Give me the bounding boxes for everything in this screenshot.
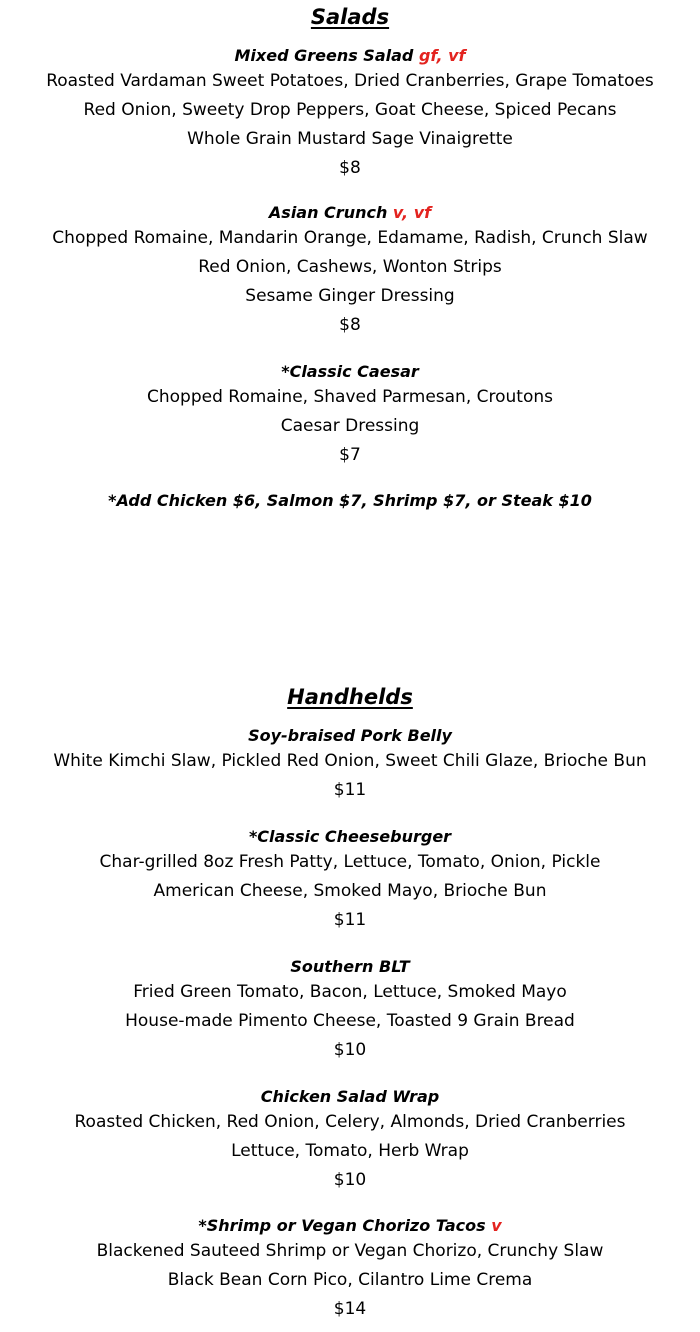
- menu-item: [0, 826, 700, 935]
- item-price: $14: [333, 1299, 367, 1319]
- item-price: $10: [333, 1170, 367, 1190]
- item-price: $10: [333, 1040, 367, 1060]
- item-title: Soy-braised Pork Belly: [248, 726, 452, 745]
- item-description-line: American Cheese, Smoked Mayo, Brioche Bun: [153, 881, 547, 901]
- addon-note: [0, 490, 700, 512]
- item-description-line: Chopped Romaine, Shaved Parmesan, Croutons: [147, 387, 553, 407]
- menu-item: [0, 202, 700, 340]
- item-title: Chicken Salad Wrap: [260, 1087, 440, 1106]
- item-description-line: Lettuce, Tomato, Herb Wrap: [231, 1141, 469, 1161]
- item-price: $8: [339, 315, 361, 335]
- item-name: [0, 202, 700, 224]
- dietary-tags: v: [491, 1216, 502, 1235]
- item-description-line: White Kimchi Slaw, Pickled Red Onion, Sweet Chili Glaze, Brioche Bun: [53, 751, 647, 771]
- item-description-line: Red Onion, Cashews, Wonton Strips: [198, 257, 502, 277]
- protein-addon-text: *Add Chicken $6, Salmon $7, Shrimp $7, or Steak $10: [108, 491, 592, 510]
- item-price: $11: [333, 780, 367, 800]
- item-name: [0, 956, 700, 978]
- item-description-line: Whole Grain Mustard Sage Vinaigrette: [187, 129, 513, 149]
- item-name: [0, 826, 700, 848]
- item-description-line: Fried Green Tomato, Bacon, Lettuce, Smoked Mayo: [133, 982, 567, 1002]
- item-description-line: House-made Pimento Cheese, Toasted 9 Grain Bread: [125, 1011, 575, 1031]
- item-price: $8: [339, 158, 361, 178]
- item-name: [0, 725, 700, 747]
- item-description-line: Chopped Romaine, Mandarin Orange, Edamame, Radish, Crunch Slaw: [52, 228, 648, 248]
- dietary-tags: gf, vf: [418, 46, 466, 65]
- item-title: Asian Crunch: [268, 203, 388, 222]
- item-description-line: Red Onion, Sweety Drop Peppers, Goat Cheese, Spiced Pecans: [83, 100, 617, 120]
- salads-section: [0, 4, 700, 30]
- menu-item: [0, 361, 700, 470]
- menu-item: [0, 956, 700, 1065]
- item-title: Southern BLT: [290, 957, 410, 976]
- handhelds-section: [0, 684, 700, 710]
- item-description-line: Caesar Dressing: [280, 416, 420, 436]
- item-price: $11: [333, 910, 367, 930]
- item-title: *Shrimp or Vegan Chorizo Tacos: [198, 1216, 486, 1235]
- item-name: [0, 45, 700, 67]
- menu-item: [0, 725, 700, 805]
- item-name: [0, 1215, 700, 1237]
- menu-item: [0, 45, 700, 183]
- dietary-tags: v, vf: [392, 203, 432, 222]
- item-name: [0, 361, 700, 383]
- item-price: $7: [339, 445, 361, 465]
- item-description-line: Roasted Vardaman Sweet Potatoes, Dried Cranberries, Grape Tomatoes: [46, 71, 654, 91]
- item-description-line: Sesame Ginger Dressing: [245, 286, 455, 306]
- item-title: *Classic Caesar: [281, 362, 419, 381]
- section-title-salads: Salads: [310, 5, 390, 29]
- menu-item: [0, 1086, 700, 1195]
- item-description-line: Black Bean Corn Pico, Cilantro Lime Crema: [167, 1270, 533, 1290]
- item-title: Mixed Greens Salad: [234, 46, 414, 65]
- menu-item: [0, 1215, 700, 1324]
- item-description-line: Char-grilled 8oz Fresh Patty, Lettuce, Tomato, Onion, Pickle: [99, 852, 601, 872]
- item-description-line: Blackened Sauteed Shrimp or Vegan Chorizo, Crunchy Slaw: [96, 1241, 604, 1261]
- item-name: [0, 1086, 700, 1108]
- item-description-line: Roasted Chicken, Red Onion, Celery, Almonds, Dried Cranberries: [74, 1112, 626, 1132]
- item-title: *Classic Cheeseburger: [248, 827, 452, 846]
- section-title-handhelds: Handhelds: [287, 685, 413, 709]
